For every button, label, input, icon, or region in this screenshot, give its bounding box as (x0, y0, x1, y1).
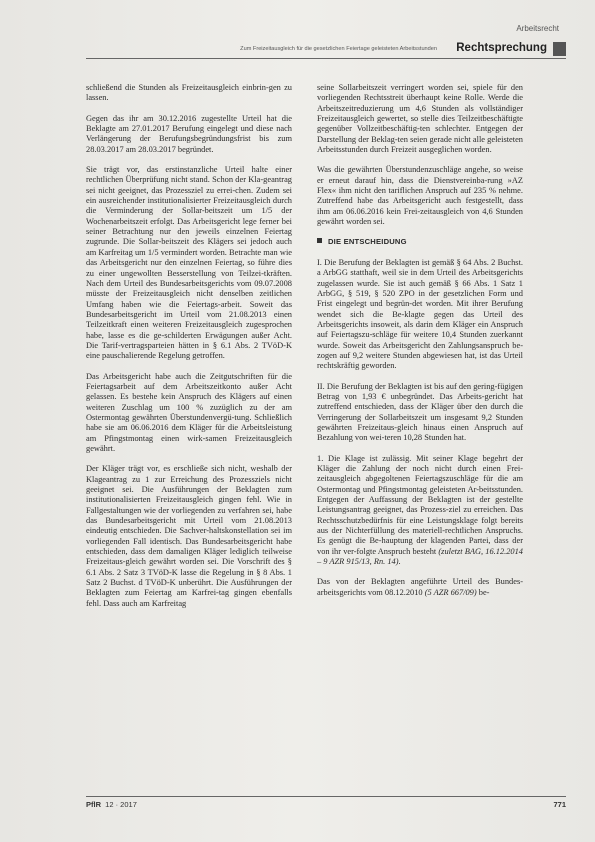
footer-journal (86, 800, 137, 809)
paragraph: I. Die Berufung der Beklagten ist gemäß § 64 Abs. 2 Buchst. a ArbGG statthaft, weil sie in dem Urteil des Arbeitsgerichts zugelassen wurde. Sie ist auch gemäß § 66 Abs. 1 Satz 1 ArbGG, § 519, § 520 ZPO in der gesetzlichen Form und Frist eingelegt und begrün-det worden. Mit ihrer Berufung wendet sich die Be-klagte gegen das Urteil des Arbeitsgerichts insoweit, als darin dem Kläger ein Anspruch auf Feiertagszu-schläge für weitere 10,4 Stunden zuerkannt wurde. Soweit das Arbeitsgericht den Zahlungsanspruch be-zogen auf 9,2 weitere Stunden abgewiesen hat, ist das Urteil rechtskräftig geworden. (317, 257, 523, 371)
section-label: Arbeitsrecht (516, 24, 559, 33)
paragraph (317, 454, 523, 568)
right-column (317, 83, 523, 608)
header-rule (86, 58, 566, 59)
footer-rule (86, 796, 566, 797)
paragraph: seine Sollarbeitszeit verringert worden sei, spiele für den vorliegenden Rechtsstreit überhaupt keine Rolle. Werde die Arbeitszeitreduzierung um 4,6 Stunden als vollständiger Freizeitausgleich gewertet, so stelle dies Teilzeitbeschäftigte gegenüber Vollzeitbeschäftig-ten schlechter. Entgegen der Darstellung der Beklag-ten seien gerade nicht alle geleisteten Arbeitsstunden durch Freizeit ausgeglichen worden. (317, 83, 523, 155)
running-title: Rechtsprechung (456, 42, 547, 54)
paragraph-text: Das von der Beklagten angeführte Urteil des Bundes-arbeitsgerichts vom 08.12.2010 (317, 577, 523, 597)
journal-name: PflR (86, 800, 101, 809)
paragraph: II. Die Berufung der Beklagten ist bis auf den gering-fügigen Betrag von 1,93 € unbegründet. Das Arbeits-gericht hat zutreffend entschieden, dass der Kläger über den durch die Verringerung der Sollarbeitszeit um insgesamt 9,2 Stunden gewährten Freizeitaus-gleich hinaus einen Anspruch auf Bezahlung von wei-teren 10,28 Stunden hat. (317, 381, 523, 443)
left-column (86, 83, 292, 619)
page-number: 771 (553, 800, 566, 809)
paragraph (317, 577, 523, 598)
section-heading-text: DIE ENTSCHEIDUNG (328, 237, 407, 247)
square-bullet-icon (317, 238, 322, 243)
paragraph: Der Kläger trägt vor, es erschließe sich nicht, weshalb der Klageantrag zu 1 zur Erreichung des Prozessziels nicht geeignet sei. Die Ausführungen der Beklagten zum institutionalisierten Freizeitausgleich gingen fehl. Wie in Fallgestaltungen wie der vorliegenden zu verfahren sei, habe das Bundesarbeitsgericht mit Urteil vom 21.08.2013 eindeutig entschieden. Die Sachver-haltskonstellation sei im vorliegenden Fall identisch. Das Bundesarbeitsgericht habe entschieden, dass dem damaligen Kläger lediglich teilweise Freizeitaus-gleich gewährt worden sei. Die Vorschrift des § 6.1 Abs. 2 Satz 3 TVöD-K lasse die Regelung in § 8 Abs. 1 Satz 2 Buchst. d TVöD-K unberührt. Die Ausführungen der Beklagten zum Feiertag am Karfrei-tag gingen ebenfalls fehl. Dass auch am Karfreitag (86, 464, 292, 608)
section-heading (317, 237, 523, 247)
paragraph: Gegen das ihr am 30.12.2016 zugestellte Urteil hat die Beklagte am 27.01.2017 Berufung eingelegt und diese nach Verlängerung der Berufungsbegründungsfrist bis zum 28.03.2017 am 28.03.2017 begründet. (86, 113, 292, 154)
paragraph-end: be- (476, 587, 490, 597)
paragraph: Was die gewährten Überstundenzuschläge angehe, so weise er erneut darauf hin, dass die Dienstvereinba-rung »AZ Flex« ihm nicht den tariflichen Anspruch auf 235 % nehme. Zutreffend habe das Arbeitsgericht auch festgestellt, dass ihm am 06.06.2016 kein Frei-zeitausgleich von 4,6 Stunden gewährt worden sei. (317, 165, 523, 227)
header-marker-block (553, 42, 566, 56)
issue-number: 12 · 2017 (105, 800, 137, 809)
paragraph-text: 1. Die Klage ist zulässig. Mit seiner Klage begehrt der Kläger die Zahlung der noch nicht durch einen Frei-zeitausgleich abgegoltenen Feiertagszuschläge für die am Ostermontag und Pfingstmontag geleisteten Ar-beitsstunden. Entgegen der Auffassung der Beklagten ist der gestellte Leistungsantrag geeignet, das Prozess-ziel zu erreichen. Das Rechtsschutzbedürfnis für eine Leistungsklage folgt bereits aus der Nichterfüllung des materiell-rechtlichen Anspruchs. Es genügt die Be-hauptung der klagenden Partei, dass der von ihr ver-folgte Anspruch besteht (317, 453, 523, 556)
paragraph-end: . (398, 557, 401, 567)
paragraph: Sie trägt vor, das erstinstanzliche Urteil halte einer rechtlichen Überprüfung nicht stand. Schon der Kla-geantrag sei nicht geeignet, das Prozessziel zu errei-chen. Zudem sei ein ausreichender institutionalisierter Freizeitausgleich durch die Verminderung der Sollar-beitszeit um 1/5 der Wochenarbeitszeit erfolgt. Das Arbeitsgericht lege ferner bei seiner Betrachtung nur den jeweils einzelnen Feiertag zugrunde. Die Sollar-beitszeit des Klägers sei jedoch auch am Karfreitag um 1/5 vermindert worden. Betrachte man wie das Arbeitsgericht nur den einzelnen Feiertag, so führe dies zu einer ungewollten Besserstellung von Teilzei-tkräften. Nach dem Urteil des Bundesarbeitsgerichts vom 09.07.2008 müsste der Freizeitausgleich nicht denselben zeitlichen Umfang haben wie die Feiertags-arbeit. Soweit das Bundesarbeitsgericht im Urteil vom 21.08.2013 einen Teilzeitkraft einen weiteren Freizeitausgleich zugesprochen habe, lasse es die ge-schilderten Erwägungen außer Acht. Die Tarif-vertragsparteien hätten in § 6.1 Abs. 2 TVöD-K eine pauschalierende Regelung getroffen. (86, 165, 292, 361)
paragraph: schließend die Stunden als Freizeitausgleich einbrin-gen zu lassen. (86, 83, 292, 103)
citation: (5 AZR 667/09) (424, 587, 477, 597)
paragraph: Das Arbeitsgericht habe auch die Zeitgutschriften für die Feiertagsarbeit auf dem Arbeitszeitkonto außer Acht gelassen. Es bestehe kein Anspruch des Klägers auf einen weiteren Zuschlag um 100 % zuzüglich zu der am Ostermontag gewährten Überstundenvergü-tung. Schließlich habe sie am 06.06.2016 dem Kläger für die Arbeitsleistung am Pfingstmontag einen wirk-samen Freizeitausgleich gewährt. (86, 371, 292, 453)
citation: (zuletzt BAG, 16.12.2014 – 9 AZR 915/13, Rn. 14) (317, 546, 523, 567)
running-subtitle: Zum Freizeitausgleich für die gesetzlichen Feiertage geleisteten Arbeitsstunden (240, 46, 437, 52)
